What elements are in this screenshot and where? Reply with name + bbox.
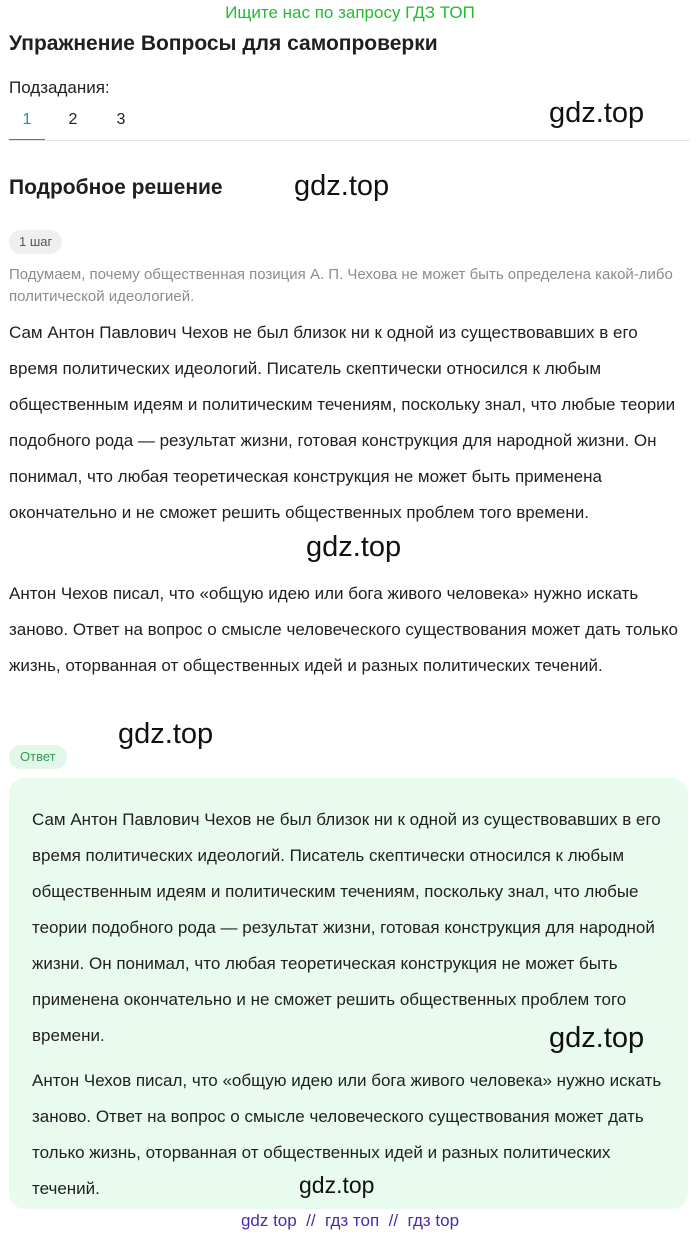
- tab-subtask-1[interactable]: 1: [9, 108, 45, 141]
- tab-subtask-3[interactable]: 3: [116, 111, 126, 128]
- watermark: gdz.top: [299, 1172, 375, 1198]
- answer-paragraph-1: Сам Антон Павлович Чехов не был близок ни к одной из существовавших в его время политических идеологий. Писатель скептически относился к любым общественным идеям и политическим течениям, поскольку знал, что любые теории подобного рода — результат жизни, готовая конструкция для народной жизни. Он понимал, что любая теоретическая конструкция не может быть применена окончательно и не сможет решить общественных проблем того времени.: [32, 810, 661, 1045]
- solution-paragraph-1: Сам Антон Павлович Чехов не был близок ни к одной из существовавших в его время политических идеологий. Писатель скептически относился к любым общественным идеям и политическим течениям, поскольку знал, что любые теории подобного рода — результат жизни, готовая конструкция для народной жизни. Он понимал, что любая теоретическая конструкция не может быть применена окончательно и не сможет решить общественных проблем того времени.: [9, 323, 676, 522]
- step-hint: Подумаем, почему общественная позиция А. П. Чехова не может быть определена какой-либо политической идеологией.: [9, 266, 673, 305]
- tabs-divider: [9, 140, 690, 141]
- watermark: gdz.top: [549, 1022, 645, 1054]
- subtasks-label: Подзадания:: [9, 78, 110, 97]
- footer-links[interactable]: gdz top // гдз топ // гдз top: [240, 1211, 460, 1230]
- promo-banner[interactable]: Ищите нас по запросу ГДЗ ТОП: [225, 3, 475, 22]
- watermark: gdz.top: [294, 170, 390, 202]
- solution-paragraph-2: Антон Чехов писал, что «общую идею или бога живого человека» нужно искать заново. Ответ на вопрос о смысле человеческого существования может дать только жизнь, оторванная от общественных идей и разных политических течений.: [9, 584, 678, 675]
- answer-badge: Ответ: [9, 745, 67, 769]
- tab-subtask-2[interactable]: 2: [68, 111, 78, 128]
- page-title: Упражнение Вопросы для самопроверки: [9, 32, 438, 55]
- step-badge: 1 шаг: [9, 230, 62, 254]
- watermark: gdz.top: [118, 718, 214, 750]
- watermark: gdz.top: [306, 531, 402, 563]
- watermark: gdz.top: [549, 97, 645, 129]
- section-title: Подробное решение: [9, 176, 223, 199]
- answer-paragraph-2: Антон Чехов писал, что «общую идею или бога живого человека» нужно искать заново. Ответ на вопрос о смысле человеческого существования может дать только жизнь, оторванная от общественных идей и разных политических течений.: [32, 1071, 662, 1198]
